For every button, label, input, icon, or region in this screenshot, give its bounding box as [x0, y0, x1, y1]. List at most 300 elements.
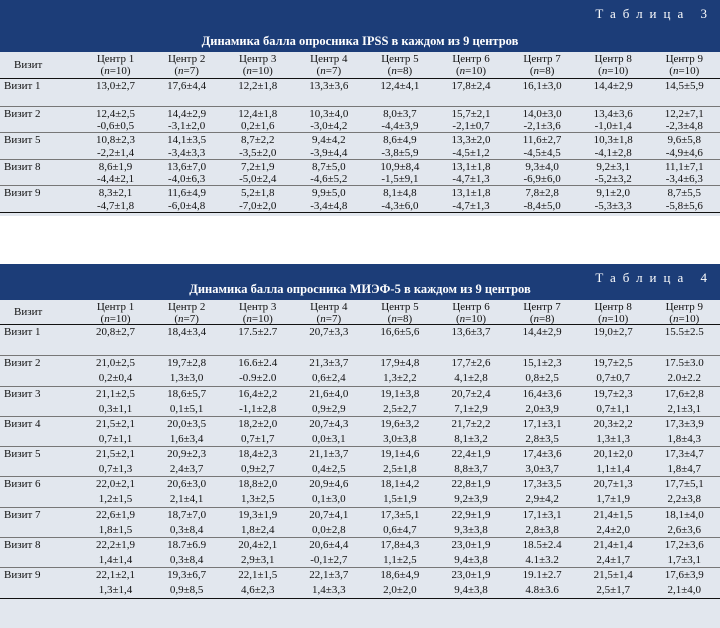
table-cell: [293, 477, 364, 506]
cell-value: 16,4±2,2: [238, 387, 278, 400]
center-name: Центр 6: [452, 53, 490, 65]
table-cell: [507, 80, 578, 106]
cell-value: 21,0±2,5: [96, 357, 136, 370]
cell-value: 12,2±1,8: [238, 80, 278, 92]
cell-delta: -6,9±6,0: [523, 173, 561, 185]
cell-value: 14,0±3,0: [522, 107, 562, 120]
table-cell: [649, 508, 720, 537]
visit-label: Визит 8: [4, 539, 41, 552]
cell-delta: 0,9±2,7: [240, 463, 275, 476]
table-cell: [293, 508, 364, 537]
table-row: [0, 325, 720, 355]
table-cell: [80, 538, 151, 567]
cell-value: 9,9±5,0: [312, 187, 346, 199]
center-name: Центр 9: [665, 301, 703, 313]
cell-value: 17,3±3,9: [664, 417, 704, 430]
center-n-value: 8: [545, 65, 551, 77]
cell-value: 22,9±1,9: [451, 508, 491, 521]
table-cell: [293, 80, 364, 106]
table-cell: [649, 447, 720, 476]
cell-value: 9,4±4,2: [312, 134, 346, 146]
cell-value: 8,3±2,1: [98, 187, 133, 199]
table-cell: [222, 187, 293, 212]
visit-label: Визит 6: [4, 478, 41, 491]
table-cell: [649, 356, 720, 385]
center-n-value: 10: [613, 313, 625, 325]
cell-value: 18.7±6.9: [167, 539, 207, 552]
cell-delta: 0,7±1,1: [596, 402, 630, 415]
table-cell: [578, 447, 649, 476]
table-row: [0, 106, 720, 133]
n-symbol: n: [601, 65, 608, 77]
cell-delta: -3,0±4,2: [310, 120, 348, 132]
table-cell: [364, 387, 435, 416]
table-3-header: [0, 0, 720, 52]
table-cell: [435, 325, 506, 355]
cell-value: 22,1±2,1: [96, 569, 136, 582]
table-cell: [435, 568, 506, 597]
center-name: Центр 4: [310, 53, 348, 65]
table-cell: [151, 161, 222, 186]
cell-delta: 2,5±1,8: [383, 463, 417, 476]
cell-delta: 2,5±2,7: [383, 402, 417, 415]
n-symbol: n: [320, 313, 326, 325]
center-n-value: 10: [115, 313, 127, 325]
center-name: Центр 3: [239, 301, 277, 313]
cell-delta: -0.9±2.0: [239, 372, 277, 385]
table-cell: [80, 387, 151, 416]
cell-value: 20,7±4,3: [309, 417, 349, 430]
cell-value: 15.5±2.5: [664, 326, 704, 338]
cell-value: 13,1±1,8: [451, 187, 491, 199]
cell-value: 8,6±4,9: [383, 134, 417, 146]
center-name: Центр 8: [594, 301, 632, 313]
visit-label: Визит 7: [4, 508, 41, 521]
cell-delta: 2,1±4,0: [667, 584, 702, 597]
n-symbol: n: [672, 313, 679, 325]
center-n-value: 10: [613, 65, 625, 77]
table-cell: [80, 447, 151, 476]
cell-value: 13,6±7,0: [167, 160, 207, 173]
table-cell: [435, 447, 506, 476]
cell-value: 19,0±2,7: [593, 326, 633, 338]
cell-value: 16,4±3,6: [522, 387, 562, 400]
cell-delta: 1,6±3,4: [169, 432, 204, 445]
table-cell: [80, 477, 151, 506]
cell-value: 10,9±8,4: [380, 160, 420, 173]
table-cell: [578, 161, 649, 186]
table-cell: [435, 187, 506, 212]
cell-delta: -6,0±4,8: [168, 199, 206, 212]
cell-value: 20,7±3,3: [309, 326, 349, 338]
table-row: [0, 507, 720, 537]
table-cell: [435, 387, 506, 416]
table-cell: [435, 356, 506, 385]
cell-value: 13,0±2,7: [96, 80, 136, 92]
center-header: [293, 300, 364, 324]
table-cell: [364, 356, 435, 385]
table-cell: [151, 477, 222, 506]
table-cell: [364, 108, 435, 133]
cell-value: 17,3±5,1: [380, 508, 420, 521]
n-symbol: n: [104, 313, 110, 325]
table-cell: [364, 80, 435, 106]
cell-delta: -2,2±1,4: [96, 146, 135, 159]
cell-delta: -5,3±3,3: [594, 199, 632, 212]
table-cell: [364, 187, 435, 212]
cell-delta: 1,8±2,4: [240, 523, 275, 536]
table-cell: [649, 417, 720, 446]
table-4-title: Динамика балла опросника МИЭФ-5 в каждом из 9 центров: [189, 282, 531, 296]
table-cell: [151, 356, 222, 385]
cell-value: 17,6±3,9: [664, 569, 704, 582]
table-cell: [578, 356, 649, 385]
center-n: (n=10): [242, 65, 273, 77]
center-n-value: 10: [684, 313, 696, 325]
cell-value: 18,2±2,0: [238, 417, 278, 430]
table-cell: [80, 508, 151, 537]
center-name: Центр 6: [452, 301, 490, 313]
table-cell: [507, 108, 578, 133]
center-header: [222, 300, 293, 324]
table-4: [0, 264, 720, 628]
cell-delta: 1,7±1,9: [596, 493, 630, 506]
cell-value: 8,7±5,5: [667, 187, 702, 199]
center-n: (n=7): [174, 65, 199, 77]
cell-delta: 9,2±3,9: [454, 493, 488, 506]
cell-value: 22,1±1,5: [238, 569, 278, 582]
cell-value: 14,4±2,9: [167, 107, 207, 120]
table-cell: [293, 447, 364, 476]
cell-delta: 2,6±3,6: [667, 523, 702, 536]
table-cell: [578, 538, 649, 567]
cell-value: 18.5±2.4: [522, 539, 562, 552]
cell-delta: 0,7±1,1: [98, 432, 133, 445]
center-name: Центр 4: [310, 301, 348, 313]
cell-delta: -3,8±5,9: [381, 146, 419, 159]
cell-value: 17,9±4,8: [380, 357, 420, 370]
center-n: (n=8): [529, 65, 555, 77]
center-header: [578, 300, 649, 324]
table-cell: [151, 387, 222, 416]
cell-value: 13,3±2,0: [451, 134, 491, 146]
table-cell: [222, 417, 293, 446]
n-symbol: n: [178, 65, 184, 77]
table-cell: [293, 417, 364, 446]
cell-value: 20,7±4,1: [309, 508, 349, 521]
table-3-title: Динамика балла опросника IPSS в каждом из 9 центров: [201, 34, 519, 48]
cell-delta: 2,0±2,0: [383, 584, 417, 597]
table-cell: [507, 508, 578, 537]
cell-value: 21,5±2,1: [96, 417, 136, 430]
cell-value: 19,3±1,9: [238, 508, 278, 521]
cell-delta: 0,7±0,7: [596, 372, 630, 385]
table-cell: [151, 108, 222, 133]
table-cell: [222, 80, 293, 106]
center-n: (n=8): [387, 313, 413, 325]
cell-delta: -4,9±4,6: [665, 146, 703, 159]
cell-value: 7,8±2,8: [525, 187, 559, 199]
cell-value: 21,5±2,1: [96, 448, 136, 461]
cell-delta: 2,4±2,0: [596, 523, 630, 536]
cell-value: 22,2±1,9: [96, 539, 136, 552]
cell-delta: -4,1±2,8: [594, 146, 632, 159]
center-n: (n=10): [669, 65, 700, 77]
table-cell: [507, 538, 578, 567]
table-cell: [578, 80, 649, 106]
cell-value: 13,4±3,6: [593, 107, 633, 120]
cell-delta: 0,7±1,7: [240, 432, 275, 445]
cell-delta: -2,1±0,7: [452, 120, 490, 132]
table-cell: [507, 161, 578, 186]
cell-delta: -3,4±3,3: [168, 146, 206, 159]
table-cell: [80, 325, 151, 355]
n-symbol: n: [459, 313, 466, 325]
cell-value: 14,1±3,5: [167, 134, 207, 146]
center-name: Центр 5: [381, 53, 419, 65]
cell-value: 19,1±3,8: [380, 387, 420, 400]
cell-value: 18,1±4,0: [664, 508, 704, 521]
table-cell: [578, 508, 649, 537]
table-cell: [222, 134, 293, 159]
table-cell: [364, 325, 435, 355]
table-cell: [435, 538, 506, 567]
n-symbol: n: [672, 65, 679, 77]
table-cell: [151, 325, 222, 355]
table-cell: [435, 477, 506, 506]
cell-value: 8,7±2,2: [240, 134, 275, 146]
table-cell: [151, 538, 222, 567]
table-cell: [222, 387, 293, 416]
table-cell: [151, 508, 222, 537]
cell-delta: 1,3±2,2: [383, 372, 417, 385]
table-cell: [578, 477, 649, 506]
table-cell: [364, 508, 435, 537]
table-row: [0, 159, 720, 186]
table-cell: [507, 387, 578, 416]
table-cell: [507, 417, 578, 446]
cell-delta: -4,5±4,5: [523, 146, 561, 159]
center-n-value: 7: [331, 313, 338, 325]
table-cell: [649, 187, 720, 212]
cell-delta: -5,8±5,6: [665, 199, 703, 212]
n-symbol: n: [246, 313, 252, 325]
cell-value: 19,7±2,5: [593, 357, 633, 370]
cell-value: 17,7±5,1: [664, 478, 704, 491]
center-name: Центр 2: [167, 53, 206, 65]
cell-value: 16,1±3,0: [522, 80, 562, 92]
visit-label: Визит 3: [4, 387, 41, 400]
table-cell: [649, 108, 720, 133]
cell-delta: -4,5±1,2: [452, 146, 490, 159]
visit-label: Визит 5: [4, 448, 41, 461]
visit-label: Визит 9: [4, 569, 41, 582]
center-n-value: 10: [471, 313, 483, 325]
table-cell: [507, 325, 578, 355]
table-cell: [435, 508, 506, 537]
cell-delta: 1,4±3,3: [312, 584, 346, 597]
cell-delta: 4,1±2,8: [454, 372, 488, 385]
cell-delta: -0,6±0,5: [96, 120, 135, 132]
cell-value: 21,4±1,4: [593, 539, 633, 552]
table-cell: [80, 161, 151, 186]
table-cell: [649, 387, 720, 416]
cell-value: 10,3±1,8: [593, 134, 633, 146]
cell-value: 8,1±4,8: [383, 187, 417, 199]
cell-value: 19,6±3,2: [380, 417, 420, 430]
cell-value: 16,6±5,6: [380, 326, 420, 338]
table-cell: [364, 538, 435, 567]
cell-delta: 0,9±2,9: [312, 402, 346, 415]
table-cell: [293, 108, 364, 133]
cell-value: 21,3±3,7: [309, 357, 349, 370]
cell-value: 22,8±1,9: [451, 478, 491, 491]
center-header: [649, 52, 720, 78]
cell-delta: 7,1±2,9: [454, 402, 488, 415]
center-name: Центр 9: [665, 53, 703, 65]
visit-label: Визит 4: [4, 417, 41, 430]
table-cell: [507, 134, 578, 159]
table-cell: [364, 134, 435, 159]
center-name: Центр 5: [381, 301, 419, 313]
n-symbol: n: [391, 313, 397, 325]
cell-value: 15,1±2,3: [522, 357, 562, 370]
n-symbol: n: [320, 65, 326, 77]
table-cell: [364, 568, 435, 597]
cell-value: 9,6±5,8: [667, 134, 702, 146]
table-3: [0, 0, 720, 216]
cell-value: 13,3±3,6: [309, 80, 349, 92]
table-cell: [222, 508, 293, 537]
cell-value: 19.1±2.7: [522, 569, 562, 582]
cell-value: 8,0±3,7: [383, 107, 417, 120]
center-header: [222, 52, 293, 78]
cell-value: 18,6±4,9: [380, 569, 420, 582]
visit-label: Визит 9: [4, 187, 41, 199]
cell-delta: 2,8±3,5: [525, 432, 559, 445]
center-n: (n=7): [316, 313, 342, 325]
cell-delta: 8,1±3,2: [454, 432, 488, 445]
cell-delta: 1,5±1,9: [383, 493, 417, 506]
cell-value: 18,8±2,0: [238, 478, 278, 491]
cell-delta: 0,3±8,4: [169, 523, 204, 536]
cell-value: 19,3±6,7: [167, 569, 207, 582]
table-3-column-headers: [0, 52, 720, 79]
cell-value: 22,1±3,7: [309, 569, 349, 582]
cell-delta: 0,4±2,5: [312, 463, 346, 476]
cell-value: 17,6±2,8: [664, 387, 704, 400]
table-4-label: Таблица 4: [595, 270, 714, 285]
cell-value: 17,7±2,6: [451, 357, 491, 370]
cell-delta: 2.0±2.2: [667, 372, 702, 385]
cell-delta: 1,7±3,1: [667, 554, 702, 567]
n-symbol: n: [459, 65, 466, 77]
cell-delta: 0,8±2,5: [525, 372, 559, 385]
center-header: [507, 300, 578, 324]
table-cell: [578, 568, 649, 597]
cell-delta: 0,0±3,1: [312, 432, 346, 445]
visit-label: Визит 1: [4, 80, 41, 92]
cell-delta: 9,3±3,8: [454, 523, 488, 536]
center-header: [293, 52, 364, 78]
cell-value: 20,7±2,4: [451, 387, 491, 400]
cell-delta: 2,1±3,1: [667, 402, 702, 415]
cell-value: 14,4±2,9: [522, 326, 562, 338]
center-name: Центр 1: [96, 301, 135, 313]
table-4-header: [0, 264, 720, 300]
cell-delta: 1,1±2,5: [383, 554, 417, 567]
cell-delta: -1,5±9,1: [381, 173, 419, 185]
cell-delta: -3,4±6,3: [665, 173, 703, 185]
center-n-value: 8: [403, 313, 409, 325]
cell-value: 23,0±1,9: [451, 539, 491, 552]
center-n-value: 8: [403, 65, 409, 77]
cell-delta: -2,1±3,6: [523, 120, 561, 132]
center-name: Центр 7: [523, 301, 561, 313]
cell-delta: 0,7±1,3: [98, 463, 133, 476]
cell-value: 19,1±4,6: [380, 448, 420, 461]
table-cell: [222, 325, 293, 355]
cell-delta: 2,4±1,7: [596, 554, 630, 567]
cell-delta: 1,8±4,3: [667, 432, 702, 445]
cell-delta: 4.8±3.6: [525, 584, 559, 597]
cell-delta: 1,3±1,3: [596, 432, 630, 445]
cell-value: 20,7±1,3: [593, 478, 633, 491]
center-n: (n=10): [669, 313, 700, 325]
cell-value: 20,8±2,7: [96, 326, 136, 338]
cell-delta: 0,6±2,4: [312, 372, 346, 385]
center-header: [649, 300, 720, 324]
cell-value: 8,6±1,9: [98, 160, 133, 173]
cell-delta: 1,4±1,4: [98, 554, 133, 567]
table-cell: [578, 325, 649, 355]
table-cell: [364, 477, 435, 506]
visit-label: Визит 2: [4, 357, 41, 370]
visit-label: Визит 2: [4, 107, 41, 120]
table-3-body: [0, 79, 720, 213]
table-cell: [293, 356, 364, 385]
table-cell: [293, 325, 364, 355]
n-symbol: n: [533, 313, 539, 325]
cell-value: 17.5±2.7: [238, 326, 278, 338]
table-bottom-rule: [0, 212, 720, 213]
cell-delta: 0,2±0,4: [98, 372, 133, 385]
cell-value: 17,3±3,5: [522, 478, 562, 491]
cell-delta: -2,3±4,8: [665, 120, 703, 132]
cell-delta: 1,1±1,4: [596, 463, 630, 476]
table-cell: [578, 387, 649, 416]
table-cell: [578, 417, 649, 446]
visit-label: Визит 5: [4, 134, 41, 146]
table-cell: [649, 80, 720, 106]
table-4-column-headers: [0, 300, 720, 325]
table-row: [0, 386, 720, 416]
table-cell: [364, 447, 435, 476]
center-n: (n=8): [529, 313, 555, 325]
table-cell: [507, 477, 578, 506]
cell-value: 18,4±2,3: [238, 448, 278, 461]
table-row: [0, 416, 720, 446]
table-cell: [222, 447, 293, 476]
cell-value: 18,7±7,0: [167, 508, 207, 521]
cell-value: 17,1±3,1: [522, 417, 562, 430]
table-4-body: [0, 325, 720, 599]
center-header: [364, 300, 435, 324]
center-n-value: 7: [331, 65, 338, 77]
center-n: (n=10): [100, 313, 131, 325]
cell-value: 22,4±1,9: [451, 448, 491, 461]
table-row: [0, 79, 720, 106]
